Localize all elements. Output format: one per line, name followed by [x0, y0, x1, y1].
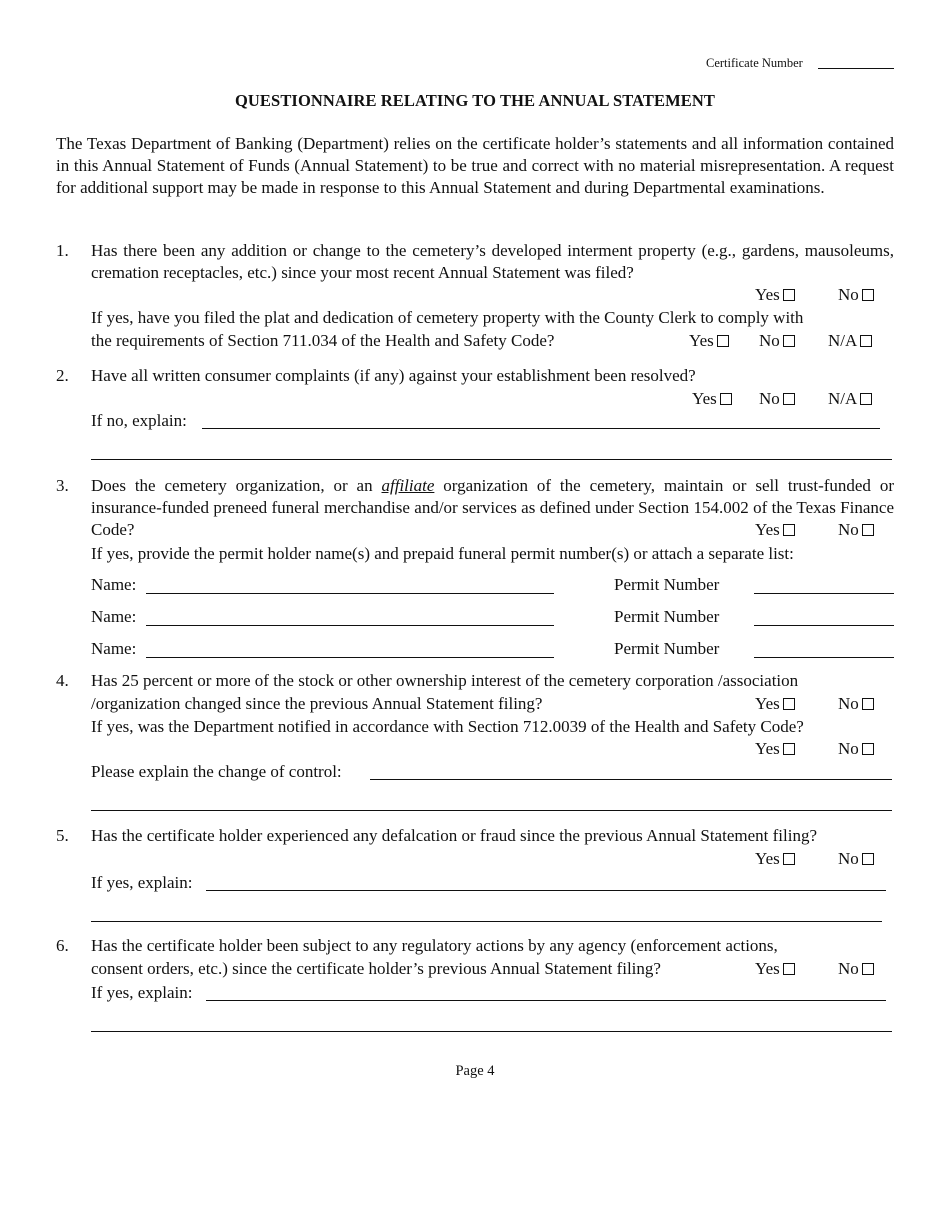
- q2-yes-option[interactable]: Yes: [692, 388, 732, 409]
- q3-permit-field-1[interactable]: [754, 593, 894, 594]
- q6-text-line1: Has the certificate holder been subject to any regulatory actions by any agency (enforcement actions,: [91, 936, 778, 955]
- certificate-number-label: Certificate Number: [706, 56, 803, 70]
- q2-yes-checkbox[interactable]: [720, 393, 732, 405]
- q2-explain-label: If no, explain:: [91, 411, 187, 430]
- q4-yes-checkbox[interactable]: [783, 698, 795, 710]
- q2-explain-field-line2[interactable]: [91, 459, 892, 460]
- q1b-na-checkbox[interactable]: [860, 335, 872, 347]
- q4-explain-label: Please explain the change of control:: [91, 762, 342, 781]
- q3-permit-field-2[interactable]: [754, 625, 894, 626]
- intro-paragraph: The Texas Department of Banking (Department) relies on the certificate holder’s statements and all information contained in this Annual Statement of Funds (Annual Statement) to be true and correct with no material misrepresentation. A request for additional support may be made in response to this Annual Statement and during Departmental examinations.: [56, 134, 894, 197]
- q3-name-label-1: Name:: [91, 575, 137, 594]
- q1-no-checkbox[interactable]: [862, 289, 874, 301]
- page-title: QUESTIONNAIRE RELATING TO THE ANNUAL STATEMENT: [234, 91, 715, 110]
- q3-permit-label-1: Permit Number: [614, 575, 720, 594]
- q3-no-option[interactable]: No: [838, 519, 874, 540]
- q6-no-option[interactable]: No: [838, 958, 874, 979]
- q6-text-line2: consent orders, etc.) since the certificate holder’s previous Annual Statement filing?: [91, 959, 661, 978]
- q6-no-checkbox[interactable]: [862, 963, 874, 975]
- q1b-na-option[interactable]: N/A: [828, 330, 872, 351]
- q5-no-checkbox[interactable]: [862, 853, 874, 865]
- q1-yes-checkbox[interactable]: [783, 289, 795, 301]
- q3-yes-checkbox[interactable]: [783, 524, 795, 536]
- q6-explain-field[interactable]: [206, 1000, 886, 1001]
- q5-explain-label: If yes, explain:: [91, 873, 193, 892]
- q2-number: 2.: [56, 366, 69, 385]
- q5-text: Has the certificate holder experienced any defalcation or fraud since the previous Annual Statement filing?: [91, 826, 817, 845]
- q3-yes-option[interactable]: Yes: [755, 519, 795, 540]
- q1-followup-line2: the requirements of Section 711.034 of the Health and Safety Code?: [91, 331, 555, 350]
- q3-followup: If yes, provide the permit holder name(s) and prepaid funeral permit number(s) or attach a separate list:: [91, 544, 794, 563]
- q4b-yes-checkbox[interactable]: [783, 743, 795, 755]
- q5-number: 5.: [56, 826, 69, 845]
- q5-yes-checkbox[interactable]: [783, 853, 795, 865]
- q6-number: 6.: [56, 936, 69, 955]
- q1b-no-checkbox[interactable]: [783, 335, 795, 347]
- q1b-yes-checkbox[interactable]: [717, 335, 729, 347]
- q6-explain-label: If yes, explain:: [91, 983, 193, 1002]
- q3-permit-label-3: Permit Number: [614, 639, 720, 658]
- q5-explain-field[interactable]: [206, 890, 886, 891]
- q4b-no-option[interactable]: No: [838, 738, 874, 759]
- q4-followup: If yes, was the Department notified in accordance with Section 712.0039 of the Health and Safety Code?: [91, 717, 804, 736]
- q3-permit-label-2: Permit Number: [614, 607, 720, 626]
- q4-no-checkbox[interactable]: [862, 698, 874, 710]
- q2-no-option[interactable]: No: [759, 388, 795, 409]
- q2-no-checkbox[interactable]: [783, 393, 795, 405]
- q2-text: Have all written consumer complaints (if any) against your establishment been resolved?: [91, 366, 696, 385]
- q6-yes-option[interactable]: Yes: [755, 958, 795, 979]
- q4-text-line1: Has 25 percent or more of the stock or other ownership interest of the cemetery corporation /association: [91, 671, 799, 690]
- q5-no-option[interactable]: No: [838, 848, 874, 869]
- q1-no-option[interactable]: No: [838, 284, 874, 305]
- q1-followup-line1: If yes, have you filed the plat and dedication of cemetery property with the County Clerk to comply with: [91, 308, 804, 327]
- q3-name-label-2: Name:: [91, 607, 137, 626]
- q1-yes-option[interactable]: Yes: [755, 284, 795, 305]
- q3-permit-field-3[interactable]: [754, 657, 894, 658]
- certificate-number-field[interactable]: [818, 68, 894, 69]
- q1-text: Has there been any addition or change to the cemetery’s developed interment property (e.g., gardens, mausoleums, cremation receptacles, etc.) since your most recent Annual Statement was filed?: [91, 241, 894, 282]
- q4b-no-checkbox[interactable]: [862, 743, 874, 755]
- affiliate-term: affiliate: [381, 476, 435, 495]
- q5-yes-option[interactable]: Yes: [755, 848, 795, 869]
- q2-na-checkbox[interactable]: [860, 393, 872, 405]
- q2-na-option[interactable]: N/A: [828, 388, 872, 409]
- q4-explain-field[interactable]: [370, 779, 892, 780]
- q3-name-field-1[interactable]: [146, 593, 554, 594]
- q4-text-line2: /organization changed since the previous Annual Statement filing?: [91, 694, 543, 713]
- q6-explain-field-line2[interactable]: [91, 1031, 892, 1032]
- q4b-yes-option[interactable]: Yes: [755, 738, 795, 759]
- q4-yes-option[interactable]: Yes: [755, 693, 795, 714]
- q3-name-field-3[interactable]: [146, 657, 554, 658]
- q5-explain-field-line2[interactable]: [91, 921, 882, 922]
- q3-number: 3.: [56, 476, 69, 495]
- q1b-no-option[interactable]: No: [759, 330, 795, 351]
- page-number: Page 4: [455, 1063, 495, 1079]
- q6-yes-checkbox[interactable]: [783, 963, 795, 975]
- q3-name-field-2[interactable]: [146, 625, 554, 626]
- q3-no-checkbox[interactable]: [862, 524, 874, 536]
- q3-text: Does the cemetery organization, or an affiliate organization of the cemetery, maintain or sell trust-funded or insurance-funded preneed funeral merchandise and/or services as defined under Section 154.002 of the Texas Finance Code?: [91, 476, 894, 539]
- q3-name-label-3: Name:: [91, 639, 137, 658]
- q4-no-option[interactable]: No: [838, 693, 874, 714]
- q4-number: 4.: [56, 671, 69, 690]
- q1-number: 1.: [56, 241, 69, 260]
- q2-explain-field[interactable]: [202, 428, 880, 429]
- q1b-yes-option[interactable]: Yes: [689, 330, 729, 351]
- q4-explain-field-line2[interactable]: [91, 810, 892, 811]
